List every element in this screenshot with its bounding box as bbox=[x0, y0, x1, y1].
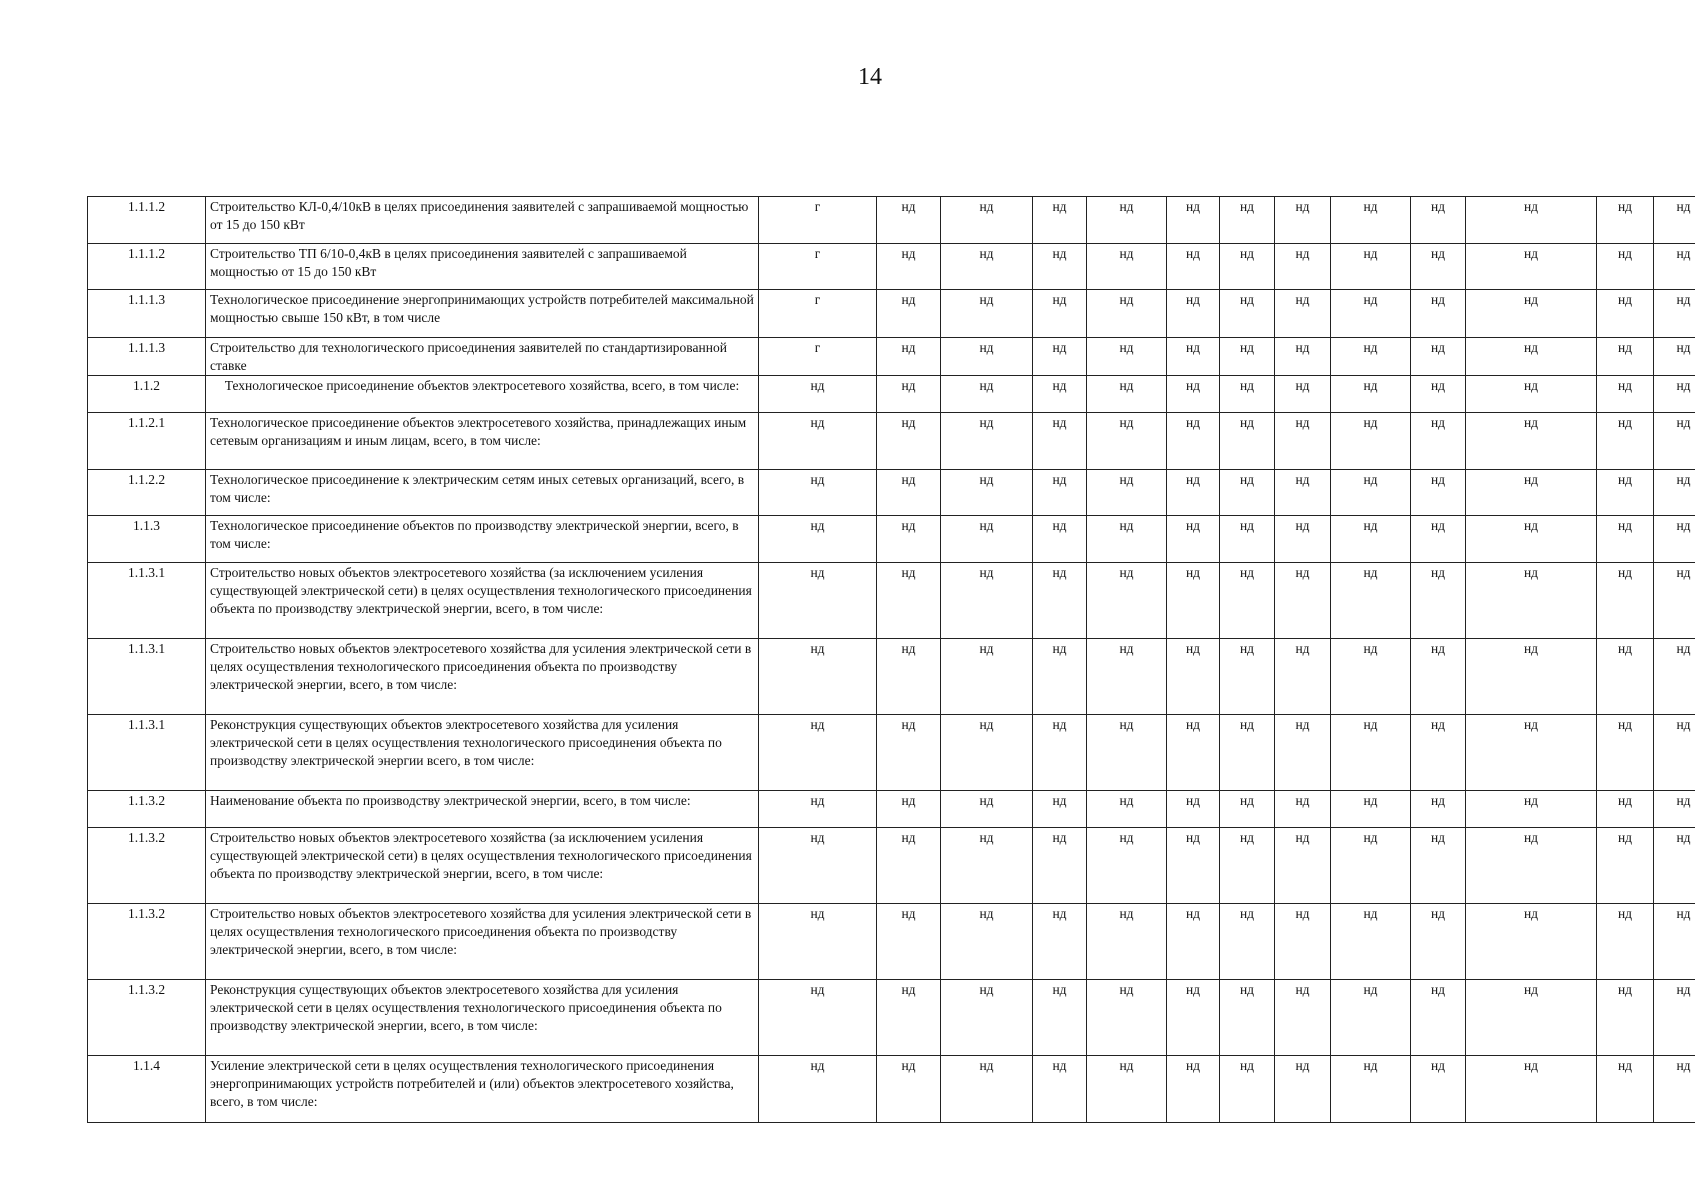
value-cell: нд bbox=[1275, 516, 1331, 563]
row-number-cell: 1.1.1.3 bbox=[88, 290, 206, 338]
value-cell: нд bbox=[1167, 563, 1220, 639]
value-cell: нд bbox=[1411, 244, 1466, 290]
value-cell: нд bbox=[1654, 715, 1695, 791]
value-cell: нд bbox=[759, 715, 877, 791]
value-cell: нд bbox=[1087, 470, 1167, 516]
value-cell: нд bbox=[941, 516, 1033, 563]
row-number-cell: 1.1.1.2 bbox=[88, 197, 206, 244]
value-cell: нд bbox=[1087, 413, 1167, 470]
value-cell: нд bbox=[1466, 338, 1597, 376]
value-cell: нд bbox=[941, 376, 1033, 413]
value-cell: нд bbox=[1331, 244, 1411, 290]
row-number-cell: 1.1.2 bbox=[88, 376, 206, 413]
value-cell: нд bbox=[1033, 470, 1087, 516]
value-cell: нд bbox=[1411, 791, 1466, 828]
value-cell: нд bbox=[1033, 413, 1087, 470]
value-cell: нд bbox=[1411, 470, 1466, 516]
table-row bbox=[88, 563, 1695, 639]
table-row bbox=[88, 904, 1695, 980]
value-cell: нд bbox=[1654, 980, 1695, 1056]
value-cell: нд bbox=[1466, 376, 1597, 413]
value-cell: нд bbox=[1167, 639, 1220, 715]
value-cell: нд bbox=[1654, 290, 1695, 338]
value-cell: нд bbox=[1654, 197, 1695, 244]
value-cell: нд bbox=[1654, 244, 1695, 290]
value-cell: нд bbox=[1087, 244, 1167, 290]
value-cell: нд bbox=[1411, 376, 1466, 413]
value-cell: нд bbox=[877, 244, 941, 290]
value-cell: нд bbox=[1087, 828, 1167, 904]
description-cell: Строительство новых объектов электросетевого хозяйства (за исключением усиления существующей электрической сети) в целях осуществления технологического присоединения объекта по производству электрической энергии, всего, в том числе: bbox=[206, 828, 759, 904]
value-cell: нд bbox=[1167, 715, 1220, 791]
description-cell: Технологическое присоединение объектов электросетевого хозяйства, принадлежащих иным сетевым организациям и иным лицам, всего, в том числе: bbox=[206, 413, 759, 470]
value-cell: нд bbox=[1167, 828, 1220, 904]
value-cell: нд bbox=[1331, 376, 1411, 413]
value-cell: нд bbox=[1654, 516, 1695, 563]
description-cell: Строительство для технологического присоединения заявителей по стандартизированной ставке bbox=[206, 338, 759, 376]
value-cell: нд bbox=[941, 338, 1033, 376]
value-cell: нд bbox=[1597, 516, 1654, 563]
value-cell: нд bbox=[877, 828, 941, 904]
value-cell: нд bbox=[941, 639, 1033, 715]
value-cell: нд bbox=[1597, 715, 1654, 791]
value-cell: нд bbox=[1167, 197, 1220, 244]
value-cell: нд bbox=[941, 197, 1033, 244]
value-cell: нд bbox=[877, 516, 941, 563]
value-cell: нд bbox=[1331, 470, 1411, 516]
value-cell: нд bbox=[1167, 470, 1220, 516]
value-cell: нд bbox=[1167, 376, 1220, 413]
value-cell: нд bbox=[759, 1056, 877, 1123]
value-cell: нд bbox=[1275, 791, 1331, 828]
value-cell: нд bbox=[1220, 470, 1275, 516]
value-cell: нд bbox=[1466, 1056, 1597, 1123]
value-cell: нд bbox=[941, 470, 1033, 516]
value-cell: нд bbox=[1220, 904, 1275, 980]
value-cell: нд bbox=[1597, 904, 1654, 980]
value-cell: нд bbox=[1411, 338, 1466, 376]
value-cell: нд bbox=[877, 715, 941, 791]
value-cell: нд bbox=[1220, 791, 1275, 828]
value-cell: нд bbox=[1275, 904, 1331, 980]
value-cell: нд bbox=[759, 470, 877, 516]
value-cell: нд bbox=[1331, 197, 1411, 244]
value-cell: нд bbox=[1167, 516, 1220, 563]
value-cell: нд bbox=[1033, 1056, 1087, 1123]
value-cell: нд bbox=[1167, 904, 1220, 980]
value-cell: нд bbox=[1331, 791, 1411, 828]
value-cell: нд bbox=[1597, 980, 1654, 1056]
value-cell: нд bbox=[1597, 828, 1654, 904]
value-cell: нд bbox=[1597, 290, 1654, 338]
value-cell: нд bbox=[1220, 980, 1275, 1056]
value-cell: нд bbox=[1597, 244, 1654, 290]
value-cell: нд bbox=[1466, 290, 1597, 338]
value-cell: нд bbox=[941, 244, 1033, 290]
description-cell: Реконструкция существующих объектов электросетевого хозяйства для усиления электрической сети в целях осуществления технологического присоединения объекта по производству электрической энергии, всего, в том числе: bbox=[206, 980, 759, 1056]
value-cell: нд bbox=[1597, 1056, 1654, 1123]
value-cell: нд bbox=[1466, 563, 1597, 639]
table-row bbox=[88, 197, 1695, 244]
value-cell: нд bbox=[1411, 715, 1466, 791]
value-cell: нд bbox=[1466, 904, 1597, 980]
value-cell: нд bbox=[1033, 904, 1087, 980]
value-cell: нд bbox=[1466, 244, 1597, 290]
value-cell: нд bbox=[1220, 1056, 1275, 1123]
value-cell: нд bbox=[877, 197, 941, 244]
value-cell: нд bbox=[1220, 338, 1275, 376]
value-cell: нд bbox=[1033, 639, 1087, 715]
value-cell: нд bbox=[1466, 197, 1597, 244]
value-cell: нд bbox=[1033, 290, 1087, 338]
value-cell: нд bbox=[1654, 904, 1695, 980]
value-cell: нд bbox=[1654, 563, 1695, 639]
value-cell: нд bbox=[1597, 791, 1654, 828]
value-cell: нд bbox=[1654, 639, 1695, 715]
table-row bbox=[88, 413, 1695, 470]
value-cell: нд bbox=[1220, 376, 1275, 413]
value-cell: г bbox=[759, 197, 877, 244]
value-cell: нд bbox=[1597, 197, 1654, 244]
description-cell: Технологическое присоединение объектов электросетевого хозяйства, всего, в том числе: bbox=[206, 376, 759, 413]
value-cell: нд bbox=[1033, 828, 1087, 904]
description-cell: Реконструкция существующих объектов электросетевого хозяйства для усиления электрической сети в целях осуществления технологического присоединения объекта по производству электрической энергии всего, в том числе: bbox=[206, 715, 759, 791]
value-cell: нд bbox=[1220, 413, 1275, 470]
value-cell: нд bbox=[1087, 376, 1167, 413]
value-cell: нд bbox=[1466, 715, 1597, 791]
value-cell: нд bbox=[1331, 1056, 1411, 1123]
value-cell: нд bbox=[1654, 376, 1695, 413]
value-cell: нд bbox=[1411, 980, 1466, 1056]
value-cell: нд bbox=[941, 715, 1033, 791]
value-cell: нд bbox=[759, 516, 877, 563]
value-cell: нд bbox=[1087, 197, 1167, 244]
value-cell: нд bbox=[759, 563, 877, 639]
row-number-cell: 1.1.3.2 bbox=[88, 828, 206, 904]
value-cell: нд bbox=[1654, 791, 1695, 828]
row-number-cell: 1.1.3.1 bbox=[88, 715, 206, 791]
value-cell: нд bbox=[1411, 639, 1466, 715]
description-cell: Строительство новых объектов электросетевого хозяйства (за исключением усиления существующей электрической сети) в целях осуществления технологического присоединения объекта по производству электрической энергии, всего, в том числе: bbox=[206, 563, 759, 639]
value-cell: нд bbox=[1275, 715, 1331, 791]
value-cell: нд bbox=[1220, 197, 1275, 244]
table-row bbox=[88, 828, 1695, 904]
description-cell: Строительство новых объектов электросетевого хозяйства для усиления электрической сети в целях осуществления технологического присоединения объекта по производству электрической энергии, всего, в том числе: bbox=[206, 639, 759, 715]
description-cell: Технологическое присоединение энергопринимающих устройств потребителей максимальной мощностью свыше 150 кВт, в том числе bbox=[206, 290, 759, 338]
value-cell: нд bbox=[1275, 413, 1331, 470]
table-row bbox=[88, 376, 1695, 413]
value-cell: нд bbox=[1087, 980, 1167, 1056]
value-cell: нд bbox=[877, 376, 941, 413]
value-cell: нд bbox=[1220, 516, 1275, 563]
value-cell: нд bbox=[1597, 563, 1654, 639]
table-row bbox=[88, 639, 1695, 715]
value-cell: нд bbox=[1167, 290, 1220, 338]
value-cell: нд bbox=[1220, 290, 1275, 338]
value-cell: г bbox=[759, 244, 877, 290]
value-cell: нд bbox=[1654, 1056, 1695, 1123]
value-cell: нд bbox=[1033, 563, 1087, 639]
value-cell: нд bbox=[1033, 376, 1087, 413]
value-cell: нд bbox=[1220, 244, 1275, 290]
value-cell: нд bbox=[1087, 338, 1167, 376]
description-cell: Усиление электрической сети в целях осуществления технологического присоединения энергопринимающих устройств потребителей и (или) объектов электросетевого хозяйства, всего, в том числе: bbox=[206, 1056, 759, 1123]
table-row bbox=[88, 516, 1695, 563]
table-row bbox=[88, 791, 1695, 828]
value-cell: нд bbox=[1275, 244, 1331, 290]
row-number-cell: 1.1.1.2 bbox=[88, 244, 206, 290]
value-cell: нд bbox=[1167, 980, 1220, 1056]
value-cell: нд bbox=[1411, 828, 1466, 904]
value-cell: нд bbox=[1411, 516, 1466, 563]
value-cell: нд bbox=[1597, 338, 1654, 376]
value-cell: нд bbox=[1275, 563, 1331, 639]
description-cell: Наименование объекта по производству электрической энергии, всего, в том числе: bbox=[206, 791, 759, 828]
value-cell: нд bbox=[1331, 516, 1411, 563]
investment-program-table bbox=[87, 196, 1695, 1123]
value-cell: нд bbox=[1654, 470, 1695, 516]
value-cell: нд bbox=[1167, 338, 1220, 376]
value-cell: нд bbox=[759, 828, 877, 904]
value-cell: нд bbox=[1033, 338, 1087, 376]
value-cell: нд bbox=[1331, 980, 1411, 1056]
value-cell: нд bbox=[1597, 470, 1654, 516]
value-cell: нд bbox=[1087, 639, 1167, 715]
row-number-cell: 1.1.4 bbox=[88, 1056, 206, 1123]
value-cell: нд bbox=[1033, 980, 1087, 1056]
value-cell: нд bbox=[1654, 338, 1695, 376]
value-cell: нд bbox=[1220, 828, 1275, 904]
value-cell: нд bbox=[1087, 791, 1167, 828]
value-cell: нд bbox=[759, 904, 877, 980]
table-row bbox=[88, 244, 1695, 290]
row-number-cell: 1.1.3.2 bbox=[88, 791, 206, 828]
value-cell: нд bbox=[1087, 904, 1167, 980]
value-cell: нд bbox=[1275, 828, 1331, 904]
value-cell: нд bbox=[1167, 791, 1220, 828]
value-cell: нд bbox=[1466, 791, 1597, 828]
table-row bbox=[88, 1056, 1695, 1123]
value-cell: нд bbox=[877, 791, 941, 828]
value-cell: нд bbox=[941, 791, 1033, 828]
value-cell: нд bbox=[1275, 470, 1331, 516]
value-cell: нд bbox=[1466, 980, 1597, 1056]
value-cell: нд bbox=[1411, 413, 1466, 470]
row-number-cell: 1.1.3.2 bbox=[88, 980, 206, 1056]
value-cell: нд bbox=[1331, 413, 1411, 470]
value-cell: нд bbox=[1654, 413, 1695, 470]
row-number-cell: 1.1.3.1 bbox=[88, 563, 206, 639]
value-cell: нд bbox=[1411, 904, 1466, 980]
value-cell: нд bbox=[759, 791, 877, 828]
table-row bbox=[88, 338, 1695, 376]
value-cell: нд bbox=[941, 290, 1033, 338]
row-number-cell: 1.1.3 bbox=[88, 516, 206, 563]
description-cell: Строительство КЛ-0,4/10кВ в целях присоединения заявителей с запрашиваемой мощностью от 15 до 150 кВт bbox=[206, 197, 759, 244]
value-cell: нд bbox=[941, 980, 1033, 1056]
value-cell: нд bbox=[1087, 715, 1167, 791]
value-cell: нд bbox=[1466, 413, 1597, 470]
value-cell: нд bbox=[941, 563, 1033, 639]
value-cell: нд bbox=[1466, 828, 1597, 904]
value-cell: нд bbox=[1275, 639, 1331, 715]
value-cell: г bbox=[759, 338, 877, 376]
value-cell: нд bbox=[1033, 715, 1087, 791]
value-cell: нд bbox=[877, 290, 941, 338]
page-number: 14 bbox=[858, 64, 882, 90]
value-cell: нд bbox=[941, 413, 1033, 470]
value-cell: нд bbox=[941, 828, 1033, 904]
row-number-cell: 1.1.2.1 bbox=[88, 413, 206, 470]
value-cell: нд bbox=[759, 413, 877, 470]
value-cell: нд bbox=[1087, 1056, 1167, 1123]
value-cell: нд bbox=[1411, 1056, 1466, 1123]
value-cell: нд bbox=[1275, 1056, 1331, 1123]
row-number-cell: 1.1.1.3 bbox=[88, 338, 206, 376]
value-cell: нд bbox=[1654, 828, 1695, 904]
value-cell: нд bbox=[1331, 563, 1411, 639]
value-cell: нд bbox=[1087, 290, 1167, 338]
value-cell: нд bbox=[759, 639, 877, 715]
value-cell: нд bbox=[877, 338, 941, 376]
value-cell: нд bbox=[1167, 1056, 1220, 1123]
value-cell: нд bbox=[877, 980, 941, 1056]
value-cell: нд bbox=[877, 1056, 941, 1123]
value-cell: нд bbox=[1597, 376, 1654, 413]
value-cell: нд bbox=[1597, 413, 1654, 470]
value-cell: нд bbox=[1331, 904, 1411, 980]
value-cell: нд bbox=[1033, 791, 1087, 828]
value-cell: нд bbox=[1167, 244, 1220, 290]
value-cell: нд bbox=[1275, 290, 1331, 338]
value-cell: нд bbox=[1033, 197, 1087, 244]
table-row bbox=[88, 290, 1695, 338]
value-cell: нд bbox=[877, 470, 941, 516]
value-cell: нд bbox=[1275, 338, 1331, 376]
description-cell: Технологическое присоединение к электрическим сетям иных сетевых организаций, всего, в том числе: bbox=[206, 470, 759, 516]
value-cell: нд bbox=[1275, 980, 1331, 1056]
value-cell: нд bbox=[759, 980, 877, 1056]
value-cell: нд bbox=[1331, 828, 1411, 904]
value-cell: нд bbox=[1411, 290, 1466, 338]
value-cell: нд bbox=[1466, 470, 1597, 516]
value-cell: нд bbox=[1275, 376, 1331, 413]
value-cell: нд bbox=[1087, 563, 1167, 639]
value-cell: г bbox=[759, 290, 877, 338]
description-cell: Строительство ТП 6/10-0,4кВ в целях присоединения заявителей с запрашиваемой мощностью от 15 до 150 кВт bbox=[206, 244, 759, 290]
value-cell: нд bbox=[877, 639, 941, 715]
value-cell: нд bbox=[1331, 338, 1411, 376]
value-cell: нд bbox=[941, 1056, 1033, 1123]
value-cell: нд bbox=[1033, 516, 1087, 563]
value-cell: нд bbox=[1597, 639, 1654, 715]
table-row bbox=[88, 715, 1695, 791]
row-number-cell: 1.1.2.2 bbox=[88, 470, 206, 516]
value-cell: нд bbox=[877, 413, 941, 470]
value-cell: нд bbox=[1331, 290, 1411, 338]
value-cell: нд bbox=[1331, 639, 1411, 715]
value-cell: нд bbox=[1220, 715, 1275, 791]
value-cell: нд bbox=[1220, 639, 1275, 715]
value-cell: нд bbox=[1167, 413, 1220, 470]
table-row bbox=[88, 980, 1695, 1056]
description-cell: Строительство новых объектов электросетевого хозяйства для усиления электрической сети в целях осуществления технологического присоединения объекта по производству электрической энергии, всего, в том числе: bbox=[206, 904, 759, 980]
description-cell: Технологическое присоединение объектов по производству электрической энергии, всего, в том числе: bbox=[206, 516, 759, 563]
value-cell: нд bbox=[1466, 639, 1597, 715]
value-cell: нд bbox=[877, 904, 941, 980]
value-cell: нд bbox=[759, 376, 877, 413]
row-number-cell: 1.1.3.1 bbox=[88, 639, 206, 715]
value-cell: нд bbox=[877, 563, 941, 639]
table-row bbox=[88, 470, 1695, 516]
value-cell: нд bbox=[1275, 197, 1331, 244]
value-cell: нд bbox=[941, 904, 1033, 980]
value-cell: нд bbox=[1220, 563, 1275, 639]
value-cell: нд bbox=[1411, 563, 1466, 639]
value-cell: нд bbox=[1331, 715, 1411, 791]
value-cell: нд bbox=[1033, 244, 1087, 290]
value-cell: нд bbox=[1087, 516, 1167, 563]
row-number-cell: 1.1.3.2 bbox=[88, 904, 206, 980]
value-cell: нд bbox=[1466, 516, 1597, 563]
value-cell: нд bbox=[1411, 197, 1466, 244]
